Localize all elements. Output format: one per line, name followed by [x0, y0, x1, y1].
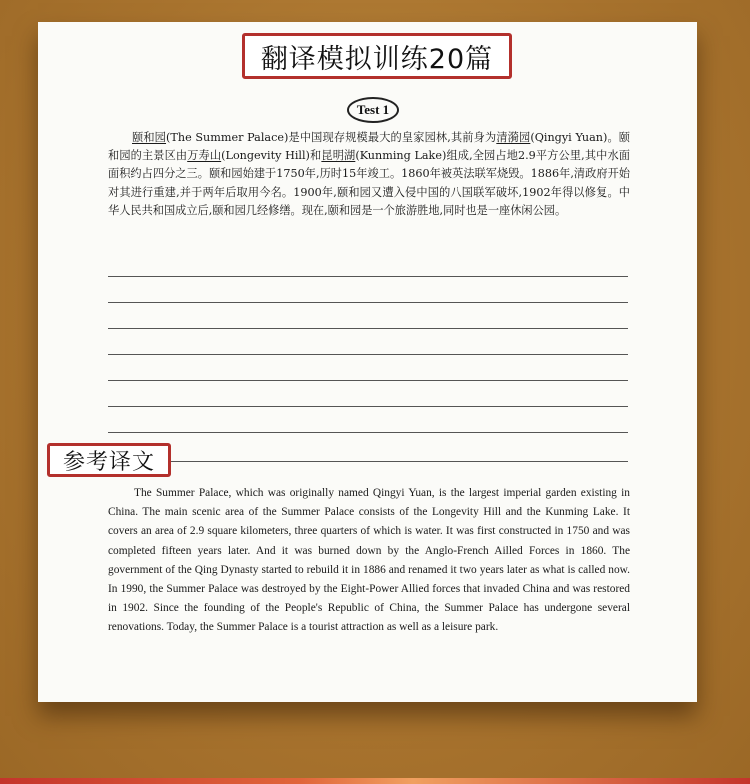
answer-line: [108, 406, 628, 432]
term-summer-palace: 颐和园: [132, 131, 167, 144]
passage-text: (Qingyi Yuan)。颐和园的主景区由: [108, 131, 630, 163]
passage-text: (Longevity Hill)和: [221, 149, 322, 163]
chinese-source-passage: [108, 129, 630, 220]
worksheet-title: 翻译模拟训练20篇: [260, 43, 494, 75]
answer-line: [108, 432, 628, 458]
worksheet-title-banner: [242, 33, 512, 79]
reference-translation-label: [47, 443, 171, 477]
term-qingyi-yuan: 清漪园: [496, 131, 531, 144]
bottom-decorative-strip: [0, 778, 750, 784]
answer-writing-lines: [108, 276, 628, 458]
english-reference-passage: The Summer Palace, which was originally named Qingyi Yuan, is the largest imperial garden existing in China. The main scenic area of the Summer Palace consists of the Longevity Hill and the Kunming Lake. It covers an area of 2.9 square kilometers, three quarters of which is water. It was first constructed in 1750 and was completed fifteen years later. And it was burned down by the Anglo-French Ailled Forces in 1860. The government of the Qing Dynasty started to rebuild it in 1886 and renamed it two years later as what is called now. In 1990, the Summer Palace was destroyed by the Eight-Power Allied forces that invaded China and was restored in 1902. Since the founding of the People's Republic of China, the Summer Palace has undergone several renovations. Today, the Summer Palace is a tourist attraction as well as a leisure park.: [108, 487, 630, 634]
term-longevity-hill: 万寿山: [187, 149, 222, 163]
answer-line: [108, 380, 628, 406]
answer-line: [108, 328, 628, 354]
term-kunming-lake: 昆明湖: [321, 149, 356, 163]
test-number-badge: [347, 97, 399, 123]
test-number-text: Test 1: [356, 102, 390, 117]
reference-translation-text: 参考译文: [62, 449, 155, 475]
answer-line: [108, 354, 628, 380]
passage-text: (The Summer Palace)是中国现存规模最大的皇家园林,其前身为: [166, 131, 497, 144]
answer-line: [108, 276, 628, 302]
passage-text: (Kunming Lake)组成,全园占地2.9平方公里,其中水面面积约占四分之三。颐和园始建于1750年,历时15年竣工。1860年被英法联军烧毁。1886年,清政府开始对其进行重建,并于两年后取用今名。1900年,颐和园又遭入侵中国的八国联军破坏,1902年得以修复。中华人民共和国成立后,颐和园几经修缮。现在,颐和园是一个旅游胜地,同时也是一座休闲公园。: [108, 149, 630, 217]
answer-line: [108, 302, 628, 328]
answer-line: [171, 461, 628, 462]
